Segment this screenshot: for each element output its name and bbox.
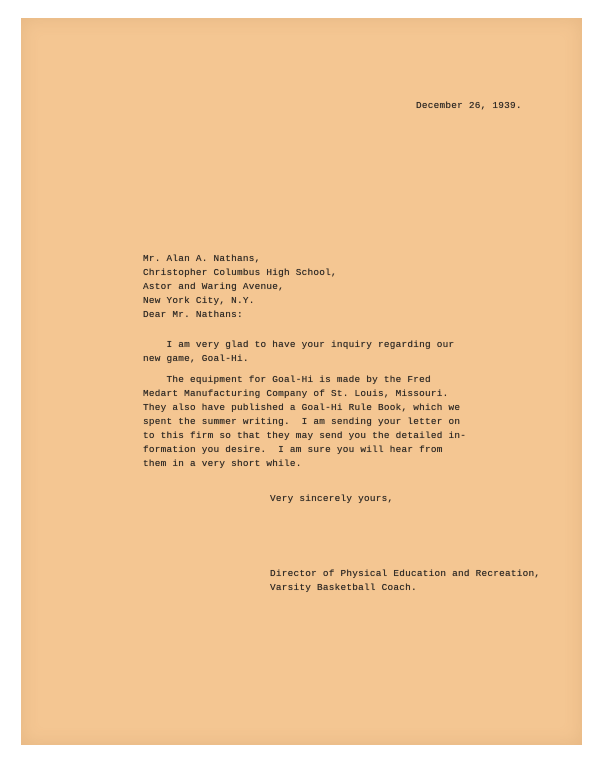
paragraph-line: new game, Goal-Hi. bbox=[143, 353, 249, 364]
paragraph-2 bbox=[143, 373, 466, 471]
paragraph-line: spent the summer writing. I am sending your letter on bbox=[143, 416, 461, 427]
paragraph-1 bbox=[143, 338, 454, 366]
signature-block bbox=[270, 567, 540, 595]
paragraph-line: They also have published a Goal-Hi Rule Book, which we bbox=[143, 402, 461, 413]
paragraph-line: them in a very short while. bbox=[143, 458, 302, 469]
paragraph-line: I am very glad to have your inquiry regarding our bbox=[143, 339, 455, 350]
letter-date: December 26, 1939. bbox=[416, 100, 522, 111]
addressee-line: New York City, N.Y. bbox=[143, 295, 255, 306]
letter-page bbox=[21, 18, 582, 745]
signature-line: Director of Physical Education and Recreation, bbox=[270, 568, 541, 579]
addressee-block bbox=[143, 252, 337, 308]
paragraph-line: to this firm so that they may send you the detailed in- bbox=[143, 430, 467, 441]
closing: Very sincerely yours, bbox=[270, 493, 394, 504]
addressee-line: Mr. Alan A. Nathans, bbox=[143, 253, 261, 264]
addressee-line: Astor and Waring Avenue, bbox=[143, 281, 285, 292]
signature-line: Varsity Basketball Coach. bbox=[270, 582, 417, 593]
paragraph-line: formation you desire. I am sure you will hear from bbox=[143, 444, 443, 455]
paragraph-line: Medart Manufacturing Company of St. Louis, Missouri. bbox=[143, 388, 449, 399]
salutation: Dear Mr. Nathans: bbox=[143, 309, 243, 320]
paragraph-line: The equipment for Goal-Hi is made by the Fred bbox=[143, 374, 431, 385]
addressee-line: Christopher Columbus High School, bbox=[143, 267, 337, 278]
